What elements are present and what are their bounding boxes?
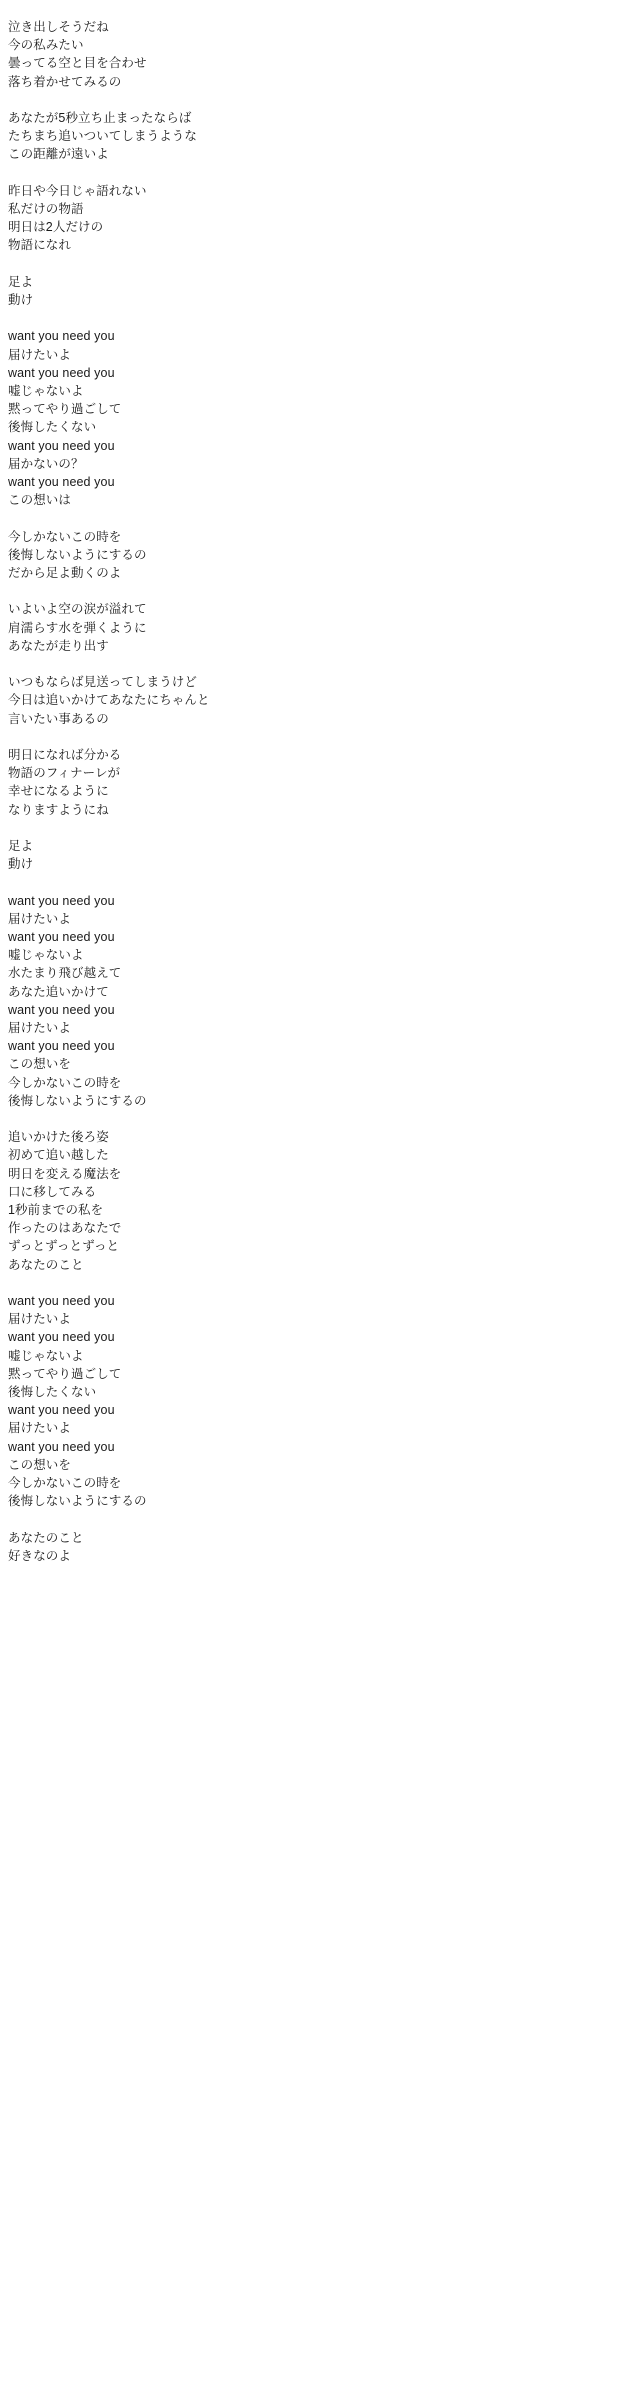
lyric-line: 動け	[8, 293, 34, 307]
lyric-line: ずっとずっとずっと	[8, 1239, 120, 1254]
lyric-line-spacer	[8, 873, 625, 891]
lyric-line: 好きなのよ	[8, 1548, 72, 1563]
lyric-line: 黙ってやり過ごして	[8, 402, 122, 417]
lyric-line: 届けたいよ	[8, 347, 72, 362]
lyric-line: 足よ	[8, 274, 34, 289]
lyric-line: 嘘じゃないよ	[8, 948, 84, 963]
lyric-line: 今の私みたい	[8, 38, 84, 53]
lyric-line: 後悔しないようにするの	[8, 1093, 147, 1108]
lyric-line: 今しかないこの時を	[8, 1075, 122, 1090]
lyric-line: 届けたいよ	[8, 1421, 72, 1436]
lyric-line: 水たまり飛び越えて	[8, 966, 122, 981]
lyric-line: 物語のフィナーレが	[8, 766, 121, 781]
lyric-line: 作ったのはあなたで	[8, 1221, 122, 1236]
lyric-line: want you need you	[8, 930, 115, 944]
lyric-line: 動け	[8, 857, 34, 872]
lyric-line: あなたが走り出す	[8, 638, 109, 653]
lyric-line: want you need you	[8, 438, 115, 453]
lyric-line: want you need you	[8, 1039, 115, 1054]
lyric-line: あなたが5秒立ち止まったならば	[8, 111, 192, 125]
lyric-line-spacer	[8, 582, 625, 600]
lyric-line: 届けたいよ	[8, 911, 72, 926]
lyric-line: 後悔しないようにするの	[8, 547, 147, 562]
lyric-line: 落ち着かせてみるの	[8, 74, 122, 89]
lyric-line: 泣き出しそうだね	[8, 20, 109, 34]
lyric-line: 追いかけた後ろ姿	[8, 1130, 109, 1145]
lyric-line: 黙ってやり過ごして	[8, 1366, 122, 1381]
lyric-line: あなたのこと	[8, 1530, 84, 1545]
lyric-line: want you need you	[8, 893, 115, 908]
lyric-line: 明日は2人だけの	[8, 220, 104, 235]
lyric-line-spacer	[8, 655, 625, 673]
lyric-line: いよいよ空の涙が溢れて	[8, 602, 147, 617]
lyric-line: 1秒前までの私を	[8, 1203, 104, 1218]
lyric-line: いつもならば見送ってしまうけど	[8, 675, 198, 690]
lyric-line-spacer	[8, 255, 625, 273]
lyric-line: 後悔しないようにするの	[8, 1494, 147, 1509]
lyric-line: 口に移してみる	[8, 1184, 97, 1199]
lyric-line: あなた追いかけて	[8, 984, 109, 999]
lyric-line: この想いを	[8, 1057, 72, 1072]
lyric-line: 届かないの？	[8, 456, 84, 471]
lyric-line-spacer	[8, 819, 625, 837]
lyric-line: 初めて追い越した	[8, 1148, 109, 1163]
lyric-line-spacer	[8, 309, 625, 327]
lyric-line: 嘘じゃないよ	[8, 384, 84, 398]
lyric-line: 明日を変える魔法を	[8, 1166, 122, 1181]
lyric-line-spacer	[8, 509, 625, 527]
lyric-line: 嘘じゃないよ	[8, 1348, 84, 1363]
lyric-line: want you need you	[8, 1294, 115, 1309]
lyric-line: want you need you	[8, 1330, 115, 1345]
lyric-line: 言いたい事あるの	[8, 711, 109, 726]
lyric-line-spacer	[8, 1510, 625, 1528]
lyric-line: want you need you	[8, 1439, 115, 1454]
lyric-line: 今日は追いかけてあなたにちゃんと	[8, 693, 210, 708]
lyric-line: 肩濡らす水を弾くように	[8, 620, 147, 635]
lyric-line: want you need you	[8, 475, 115, 490]
lyric-line: なりますようにね	[8, 802, 109, 817]
lyric-line-spacer	[8, 728, 625, 746]
lyric-line: 私だけの物語	[8, 202, 84, 216]
lyric-line: この想いは	[8, 493, 72, 508]
lyric-line: want you need you	[8, 329, 115, 344]
lyric-line: want you need you	[8, 1002, 115, 1017]
lyric-line: だから足よ動くのよ	[8, 566, 122, 581]
lyric-line: 昨日や今日じゃ語れない	[8, 183, 147, 198]
lyric-line: 後悔したくない	[8, 420, 97, 435]
lyric-line: 幸せになるように	[8, 784, 109, 799]
lyric-line-spacer	[8, 164, 625, 182]
lyric-line: 今しかないこの時を	[8, 529, 122, 544]
lyric-line: この距離が遠いよ	[8, 147, 109, 162]
lyric-line: 曇ってる空と目を合わせ	[8, 56, 147, 71]
lyric-line: want you need you	[8, 1403, 115, 1418]
lyric-line-spacer	[8, 1110, 625, 1128]
lyrics-text-block	[0, 18, 625, 1565]
lyric-line: 足よ	[8, 839, 34, 853]
lyric-line: 明日になれば分かる	[8, 748, 122, 762]
lyric-line: あなたのこと	[8, 1257, 84, 1272]
lyric-line: 今しかないこの時を	[8, 1476, 122, 1491]
lyric-line: 物語になれ	[8, 238, 72, 253]
lyric-line-spacer	[8, 91, 625, 109]
lyric-line: たちまち追いついてしまうような	[8, 129, 198, 144]
lyric-line: want you need you	[8, 365, 115, 380]
lyric-line: この想いを	[8, 1457, 72, 1472]
lyric-line: 届けたいよ	[8, 1312, 72, 1327]
lyric-line: 届けたいよ	[8, 1021, 72, 1036]
lyric-line: 後悔したくない	[8, 1385, 97, 1400]
lyric-line-spacer	[8, 1274, 625, 1292]
